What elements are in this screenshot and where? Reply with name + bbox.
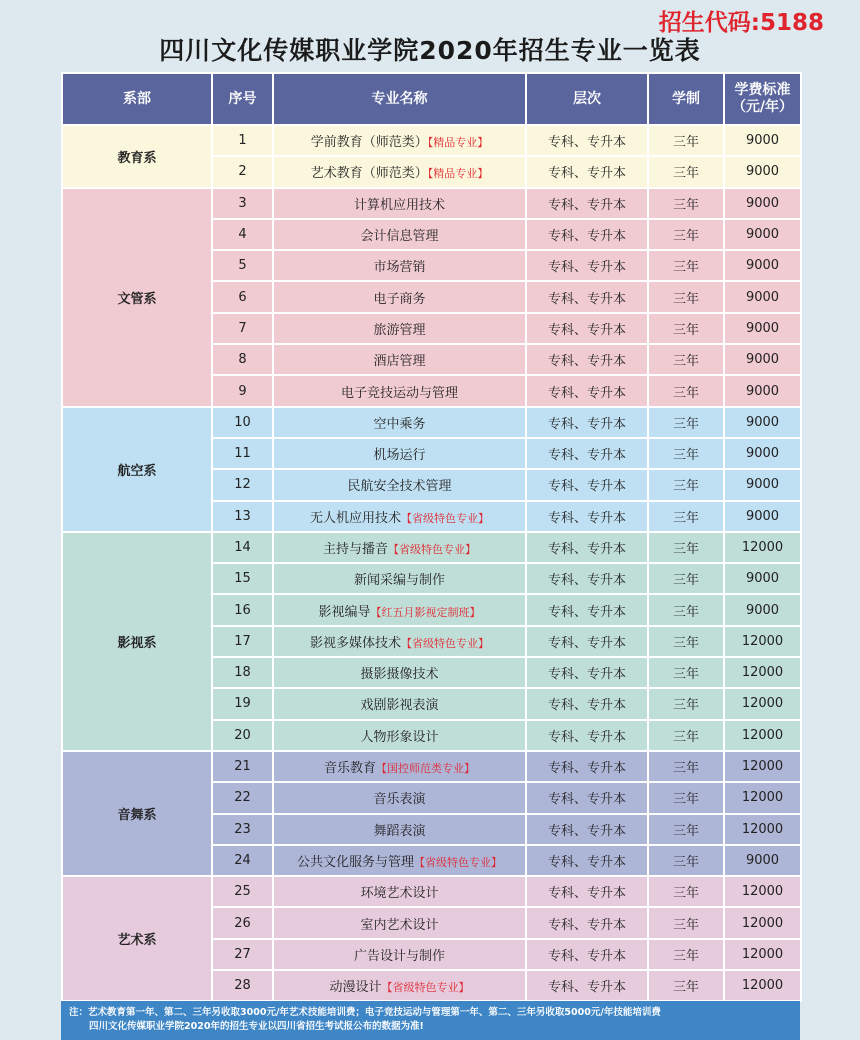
major-name-cell	[273, 407, 526, 438]
fee-cell: 12000	[724, 970, 801, 1001]
table-row	[62, 876, 801, 907]
major-name: 艺术教育（师范类）	[310, 166, 428, 182]
level-cell: 专科、专升本	[526, 407, 648, 438]
major-name: 会计信息管理	[360, 229, 439, 245]
major-name-cell	[273, 125, 526, 156]
page-title: 四川文化传媒职业学院2020年招生专业一览表	[159, 36, 701, 65]
level-cell: 专科、专升本	[526, 438, 648, 469]
level-cell: 专科、专升本	[526, 281, 648, 312]
major-name: 音乐表演	[373, 792, 426, 808]
years-cell: 三年	[648, 532, 724, 563]
major-name-cell	[273, 876, 526, 907]
row-number: 25	[212, 876, 273, 907]
row-number: 10	[212, 407, 273, 438]
fee-cell: 9000	[724, 125, 801, 156]
row-number: 27	[212, 939, 273, 970]
row-number: 12	[212, 469, 273, 500]
department-cell: 艺术系	[62, 876, 212, 1001]
years-cell: 三年	[648, 250, 724, 281]
row-number: 28	[212, 970, 273, 1001]
years-cell: 三年	[648, 188, 724, 219]
major-name: 音乐教育	[323, 761, 376, 777]
fee-cell: 12000	[724, 876, 801, 907]
fee-cell: 9000	[724, 313, 801, 344]
row-number: 26	[212, 907, 273, 938]
level-cell: 专科、专升本	[526, 814, 648, 845]
level-cell: 专科、专升本	[526, 375, 648, 406]
major-name: 民航安全技术管理	[347, 479, 452, 495]
years-cell: 三年	[648, 688, 724, 719]
major-name-cell	[273, 751, 526, 782]
major-tag: 【省级特色专业】	[401, 511, 489, 525]
department-cell: 文管系	[62, 188, 212, 407]
fee-cell: 9000	[724, 563, 801, 594]
major-name: 舞蹈表演	[373, 823, 426, 839]
major-name: 影视多媒体技术	[309, 635, 401, 651]
level-cell: 专科、专升本	[526, 970, 648, 1001]
level-cell: 专科、专升本	[526, 688, 648, 719]
major-name-cell	[273, 845, 526, 876]
row-number: 6	[212, 281, 273, 312]
level-cell: 专科、专升本	[526, 626, 648, 657]
row-number: 7	[212, 313, 273, 344]
years-cell: 三年	[648, 156, 724, 187]
years-cell: 三年	[648, 814, 724, 845]
major-tag: 【国控师范类专业】	[376, 762, 475, 776]
level-cell: 专科、专升本	[526, 720, 648, 751]
level-cell: 专科、专升本	[526, 250, 648, 281]
row-number: 1	[212, 125, 273, 156]
major-name: 新闻采编与制作	[353, 573, 445, 589]
major-name-cell	[273, 688, 526, 719]
major-name: 旅游管理	[373, 322, 426, 338]
major-table	[61, 72, 802, 1002]
major-name: 公共文化服务与管理	[296, 854, 414, 870]
major-name-cell	[273, 250, 526, 281]
level-cell: 专科、专升本	[526, 469, 648, 500]
table-row	[62, 532, 801, 563]
fee-cell: 9000	[724, 469, 801, 500]
col-header-level: 层次	[526, 73, 648, 125]
fee-cell: 12000	[724, 532, 801, 563]
major-tag: 【省级特色专业】	[381, 981, 470, 995]
table-header-row	[62, 73, 801, 125]
major-name: 影视编导	[318, 604, 371, 620]
years-cell: 三年	[648, 876, 724, 907]
years-cell: 三年	[648, 720, 724, 751]
level-cell: 专科、专升本	[526, 125, 648, 156]
department-cell: 教育系	[62, 125, 212, 188]
years-cell: 三年	[648, 344, 724, 375]
major-tag: 【精品专业】	[427, 167, 489, 181]
major-name-cell	[273, 219, 526, 250]
major-name: 环境艺术设计	[360, 886, 439, 902]
major-name-cell	[273, 814, 526, 845]
major-name-cell	[273, 720, 526, 751]
fee-cell: 12000	[724, 720, 801, 751]
major-name: 动漫设计	[329, 980, 382, 996]
years-cell: 三年	[648, 375, 724, 406]
row-number: 21	[212, 751, 273, 782]
table-row	[62, 407, 801, 438]
major-name: 计算机应用技术	[353, 197, 445, 213]
fee-cell: 9000	[724, 219, 801, 250]
row-number: 8	[212, 344, 273, 375]
major-name: 戏剧影视表演	[360, 698, 439, 714]
major-name-cell	[273, 375, 526, 406]
col-header-major: 专业名称	[273, 73, 526, 125]
major-name: 室内艺术设计	[360, 917, 439, 933]
fee-cell: 9000	[724, 845, 801, 876]
row-number: 9	[212, 375, 273, 406]
major-name: 无人机应用技术	[309, 510, 401, 526]
level-cell: 专科、专升本	[526, 344, 648, 375]
years-cell: 三年	[648, 845, 724, 876]
row-number: 2	[212, 156, 273, 187]
major-name-cell	[273, 563, 526, 594]
years-cell: 三年	[648, 907, 724, 938]
major-tag: 【省级特色专业】	[414, 855, 502, 869]
level-cell: 专科、专升本	[526, 594, 648, 625]
row-number: 17	[212, 626, 273, 657]
fee-cell: 9000	[724, 188, 801, 219]
major-name: 摄影摄像技术	[360, 667, 439, 683]
row-number: 23	[212, 814, 273, 845]
major-name-cell	[273, 156, 526, 187]
row-number: 14	[212, 532, 273, 563]
major-tag: 【精品专业】	[427, 136, 489, 150]
level-cell: 专科、专升本	[526, 563, 648, 594]
major-name-cell	[273, 907, 526, 938]
col-header-fee-unit: （元/年）	[731, 99, 794, 115]
major-name-cell	[273, 657, 526, 688]
years-cell: 三年	[648, 219, 724, 250]
years-cell: 三年	[648, 563, 724, 594]
level-cell: 专科、专升本	[526, 501, 648, 532]
major-tag: 【省级特色专业】	[388, 543, 476, 556]
col-header-dept: 系部	[62, 73, 212, 125]
table-row	[62, 751, 801, 782]
row-number: 24	[212, 845, 273, 876]
major-name-cell	[273, 281, 526, 312]
major-name: 主持与播音	[322, 542, 388, 557]
years-cell: 三年	[648, 782, 724, 813]
years-cell: 三年	[648, 970, 724, 1001]
row-number: 20	[212, 720, 273, 751]
years-cell: 三年	[648, 751, 724, 782]
fee-cell: 12000	[724, 782, 801, 813]
major-name-cell	[273, 594, 526, 625]
major-name: 空中乘务	[373, 416, 426, 432]
table-row	[62, 188, 801, 219]
major-name-cell	[273, 939, 526, 970]
level-cell: 专科、专升本	[526, 532, 648, 563]
level-cell: 专科、专升本	[526, 782, 648, 813]
level-cell: 专科、专升本	[526, 657, 648, 688]
years-cell: 三年	[648, 657, 724, 688]
col-header-fee-label: 学费标准	[734, 82, 791, 98]
table-row	[62, 125, 801, 156]
row-number: 18	[212, 657, 273, 688]
fee-cell: 9000	[724, 501, 801, 532]
years-cell: 三年	[648, 469, 724, 500]
major-tag: 【省级特色专业】	[401, 636, 489, 650]
fee-cell: 12000	[724, 688, 801, 719]
fee-cell: 9000	[724, 156, 801, 187]
footnote	[61, 1001, 800, 1040]
fee-cell: 9000	[724, 438, 801, 469]
row-number: 13	[212, 501, 273, 532]
major-name-cell	[273, 344, 526, 375]
fee-cell: 9000	[724, 344, 801, 375]
col-header-no: 序号	[212, 73, 273, 125]
fee-cell: 12000	[724, 907, 801, 938]
years-cell: 三年	[648, 501, 724, 532]
level-cell: 专科、专升本	[526, 156, 648, 187]
level-cell: 专科、专升本	[526, 751, 648, 782]
row-number: 15	[212, 563, 273, 594]
level-cell: 专科、专升本	[526, 219, 648, 250]
fee-cell: 12000	[724, 751, 801, 782]
department-cell: 航空系	[62, 407, 212, 532]
fee-cell: 12000	[724, 626, 801, 657]
years-cell: 三年	[648, 939, 724, 970]
years-cell: 三年	[648, 407, 724, 438]
department-cell: 影视系	[62, 532, 212, 751]
fee-cell: 9000	[724, 594, 801, 625]
fee-cell: 9000	[724, 250, 801, 281]
level-cell: 专科、专升本	[526, 939, 648, 970]
major-name-cell	[273, 782, 526, 813]
major-name-cell	[273, 313, 526, 344]
major-name: 学前教育（师范类）	[310, 135, 428, 151]
row-number: 5	[212, 250, 273, 281]
major-name: 人物形象设计	[360, 729, 439, 745]
major-name-cell	[273, 469, 526, 500]
row-number: 11	[212, 438, 273, 469]
department-cell: 音舞系	[62, 751, 212, 876]
col-header-fee	[724, 73, 801, 125]
major-name-cell	[273, 188, 526, 219]
enrollment-code: 招生代码:5188	[658, 10, 824, 36]
row-number: 4	[212, 219, 273, 250]
fee-cell: 12000	[724, 939, 801, 970]
row-number: 3	[212, 188, 273, 219]
fee-cell: 9000	[724, 375, 801, 406]
major-name: 广告设计与制作	[353, 948, 445, 964]
major-name-cell	[273, 501, 526, 532]
fee-cell: 9000	[724, 281, 801, 312]
row-number: 19	[212, 688, 273, 719]
major-name: 电子竞技运动与管理	[340, 385, 458, 401]
major-name-cell	[273, 970, 526, 1001]
years-cell: 三年	[648, 626, 724, 657]
major-name-cell	[273, 438, 526, 469]
major-name: 市场营销	[373, 260, 426, 276]
years-cell: 三年	[648, 313, 724, 344]
major-name-cell	[273, 532, 526, 563]
level-cell: 专科、专升本	[526, 313, 648, 344]
level-cell: 专科、专升本	[526, 188, 648, 219]
major-name: 机场运行	[373, 448, 426, 464]
fee-cell: 12000	[724, 657, 801, 688]
years-cell: 三年	[648, 281, 724, 312]
years-cell: 三年	[648, 125, 724, 156]
major-name: 酒店管理	[373, 354, 426, 370]
major-name-cell	[273, 626, 526, 657]
footnote-line-1: 注：艺术教育第一年、第二、三年另收取3000元/年艺术技能培训费；电子竞技运动与管理第一年、第二、三年另收取5000元/年技能培训费	[69, 1007, 661, 1018]
level-cell: 专科、专升本	[526, 876, 648, 907]
level-cell: 专科、专升本	[526, 845, 648, 876]
row-number: 16	[212, 594, 273, 625]
fee-cell: 9000	[724, 407, 801, 438]
major-name: 电子商务	[373, 291, 426, 307]
col-header-years: 学制	[648, 73, 724, 125]
level-cell: 专科、专升本	[526, 907, 648, 938]
major-tag: 【红五月影视定制班】	[370, 605, 481, 619]
years-cell: 三年	[648, 438, 724, 469]
fee-cell: 12000	[724, 814, 801, 845]
footnote-line-2: 四川文化传媒职业学院2020年的招生专业以四川省招生考试报公布的数据为准!	[89, 1021, 424, 1032]
row-number: 22	[212, 782, 273, 813]
years-cell: 三年	[648, 594, 724, 625]
